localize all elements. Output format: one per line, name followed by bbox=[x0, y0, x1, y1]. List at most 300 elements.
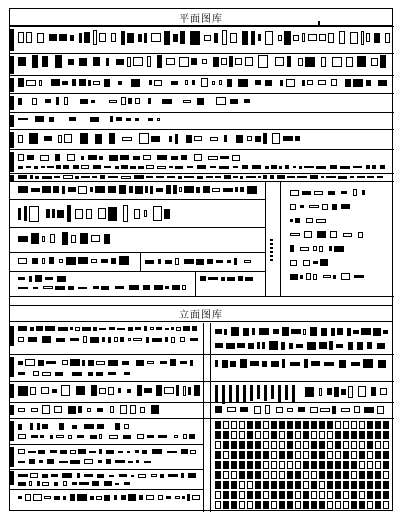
furniture-symbol bbox=[171, 81, 178, 85]
furniture-symbol bbox=[329, 246, 332, 251]
furniture-symbol bbox=[263, 133, 267, 144]
furniture-symbol bbox=[25, 494, 31, 501]
cabinet-elevation bbox=[335, 481, 341, 489]
furniture-symbol bbox=[316, 166, 326, 169]
furniture-symbol bbox=[300, 247, 309, 251]
furniture-symbol bbox=[173, 34, 178, 42]
furniture-symbol bbox=[227, 277, 235, 281]
furniture-symbol bbox=[192, 80, 195, 85]
furniture-symbol bbox=[230, 99, 238, 104]
furniture-symbol bbox=[165, 337, 168, 342]
furniture-symbol bbox=[229, 56, 233, 67]
furniture-symbol bbox=[278, 35, 282, 41]
furniture-symbol bbox=[127, 33, 134, 43]
furniture-symbol bbox=[104, 79, 110, 87]
furniture-symbol bbox=[142, 450, 147, 454]
furniture-symbol bbox=[181, 449, 188, 454]
furniture-symbol bbox=[55, 154, 60, 161]
cabinet-elevation bbox=[335, 451, 341, 459]
furniture-symbol bbox=[160, 474, 164, 478]
furniture-symbol bbox=[226, 343, 235, 349]
furniture-symbol bbox=[18, 166, 23, 169]
cabinet-elevation bbox=[343, 461, 349, 469]
cabinet-elevation bbox=[303, 441, 309, 449]
furniture-symbol bbox=[33, 494, 42, 501]
cabinet-elevation bbox=[239, 421, 245, 429]
row-tag bbox=[10, 96, 14, 110]
furniture-symbol bbox=[313, 261, 318, 264]
furniture-symbol bbox=[167, 176, 175, 178]
furniture-symbol bbox=[62, 360, 68, 365]
cabinet-elevation bbox=[367, 441, 373, 449]
divider-line bbox=[10, 181, 394, 182]
furniture-symbol bbox=[91, 385, 97, 396]
furniture-symbol bbox=[42, 176, 52, 179]
furniture-symbol bbox=[187, 166, 193, 168]
cabinet-elevation bbox=[327, 491, 333, 499]
furniture-symbol bbox=[361, 328, 371, 335]
cabinet-elevation bbox=[247, 451, 253, 459]
furniture-symbol bbox=[265, 31, 273, 45]
furniture-symbol bbox=[76, 386, 85, 395]
furniture-symbol bbox=[135, 327, 141, 330]
cabinet-elevation bbox=[351, 491, 357, 499]
furniture-symbol bbox=[383, 330, 388, 334]
furniture-symbol bbox=[71, 235, 76, 243]
furniture-symbol bbox=[51, 79, 60, 86]
furniture-symbol bbox=[201, 78, 208, 87]
cabinet-elevation bbox=[215, 491, 221, 499]
furniture-symbol bbox=[297, 176, 307, 178]
furniture-symbol bbox=[318, 80, 326, 85]
furniture-symbol bbox=[191, 58, 197, 65]
furniture-symbol bbox=[30, 327, 34, 331]
furniture-symbol bbox=[290, 233, 300, 236]
furniture-symbol bbox=[143, 285, 150, 290]
furniture-symbol bbox=[104, 166, 111, 168]
furniture-symbol bbox=[121, 97, 126, 105]
furniture-symbol bbox=[93, 57, 100, 66]
furniture-symbol bbox=[75, 209, 83, 219]
cabinet-elevation bbox=[335, 431, 341, 439]
furniture-symbol bbox=[129, 186, 133, 193]
cabinet-elevation bbox=[327, 431, 333, 439]
furniture-symbol bbox=[156, 176, 164, 178]
furniture-symbol bbox=[119, 474, 127, 477]
furniture-symbol bbox=[42, 236, 45, 242]
furniture-symbol bbox=[291, 329, 301, 334]
cabinet-elevation bbox=[351, 501, 357, 509]
furniture-symbol bbox=[207, 259, 213, 264]
furniture-symbol bbox=[366, 165, 370, 169]
furniture-symbol bbox=[306, 273, 311, 280]
furniture-symbol bbox=[178, 176, 182, 179]
row-tag bbox=[10, 78, 14, 92]
furniture-symbol bbox=[263, 175, 267, 179]
cabinet-elevation bbox=[215, 431, 221, 439]
furniture-symbol bbox=[357, 176, 365, 178]
furniture-symbol bbox=[18, 496, 22, 499]
furniture-symbol bbox=[129, 285, 139, 290]
furniture-symbol bbox=[208, 277, 218, 280]
cabinet-elevation bbox=[231, 471, 237, 479]
cabinet-elevation bbox=[263, 421, 269, 429]
furniture-symbol bbox=[269, 341, 278, 350]
furniture-symbol bbox=[227, 79, 232, 87]
furniture-symbol bbox=[200, 276, 206, 281]
furniture-symbol bbox=[181, 473, 184, 478]
cabinet-elevation bbox=[271, 501, 277, 509]
furniture-symbol bbox=[30, 423, 33, 430]
furniture-symbol bbox=[88, 360, 94, 366]
furniture-symbol bbox=[175, 166, 183, 169]
furniture-symbol bbox=[115, 483, 119, 485]
furniture-symbol bbox=[45, 99, 51, 103]
furniture-symbol bbox=[305, 387, 314, 397]
furniture-symbol bbox=[351, 362, 360, 366]
furniture-symbol bbox=[97, 474, 104, 478]
furniture-symbol bbox=[156, 327, 162, 330]
furniture-symbol bbox=[131, 475, 134, 477]
furniture-symbol bbox=[18, 326, 27, 331]
furniture-symbol bbox=[353, 79, 363, 87]
furniture-symbol bbox=[171, 337, 175, 343]
divider-line bbox=[10, 227, 265, 228]
furniture-symbol bbox=[30, 387, 36, 395]
cabinet-elevation bbox=[383, 451, 389, 459]
cabinet-elevation bbox=[279, 491, 285, 499]
furniture-symbol bbox=[190, 338, 198, 341]
furniture-symbol bbox=[338, 176, 347, 179]
furniture-symbol bbox=[108, 337, 111, 343]
cabinet-elevation bbox=[287, 491, 293, 499]
cabinet-elevation bbox=[215, 501, 221, 509]
cabinet-elevation bbox=[367, 491, 373, 499]
cabinet-elevation bbox=[287, 471, 293, 479]
cabinet-elevation bbox=[319, 471, 325, 479]
furniture-symbol bbox=[109, 435, 118, 439]
cabinet-elevation bbox=[311, 491, 317, 499]
furniture-symbol bbox=[29, 481, 32, 486]
cabinet-elevation bbox=[279, 451, 285, 459]
furniture-symbol bbox=[46, 361, 56, 364]
furniture-symbol bbox=[93, 327, 97, 331]
furniture-symbol bbox=[235, 187, 238, 192]
furniture-symbol bbox=[172, 285, 180, 290]
furniture-symbol bbox=[110, 406, 114, 413]
furniture-symbol bbox=[135, 186, 143, 194]
furniture-symbol bbox=[51, 474, 58, 477]
furniture-symbol bbox=[78, 257, 88, 264]
cabinet-elevation bbox=[311, 501, 317, 509]
furniture-symbol bbox=[123, 205, 128, 222]
cabinet-elevation bbox=[271, 471, 277, 479]
cabinet-elevation bbox=[319, 431, 325, 439]
furniture-symbol bbox=[55, 372, 63, 376]
furniture-symbol bbox=[377, 176, 383, 178]
divider-line bbox=[10, 271, 265, 272]
cabinet-elevation bbox=[375, 491, 381, 499]
furniture-symbol bbox=[328, 33, 334, 43]
furniture-symbol bbox=[79, 79, 86, 86]
cabinet-elevation bbox=[319, 421, 325, 429]
cabinet-elevation bbox=[231, 431, 237, 439]
furniture-symbol bbox=[152, 338, 162, 342]
furniture-symbol bbox=[290, 274, 298, 280]
furniture-symbol bbox=[128, 461, 133, 463]
furniture-symbol bbox=[339, 360, 346, 368]
furniture-symbol bbox=[42, 186, 51, 193]
furniture-symbol bbox=[308, 34, 317, 41]
furniture-symbol bbox=[326, 176, 336, 178]
furniture-symbol bbox=[246, 176, 256, 178]
furniture-symbol bbox=[188, 473, 196, 478]
furniture-symbol bbox=[277, 175, 285, 179]
furniture-symbol bbox=[18, 154, 24, 161]
cabinet-elevation bbox=[311, 421, 317, 429]
furniture-symbol bbox=[29, 133, 38, 144]
cabinet-elevation bbox=[303, 481, 309, 489]
furniture-symbol bbox=[56, 338, 65, 342]
furniture-symbol bbox=[92, 176, 97, 178]
furniture-symbol bbox=[145, 186, 148, 193]
furniture-symbol bbox=[328, 191, 335, 195]
furniture-symbol bbox=[380, 55, 386, 68]
furniture-symbol bbox=[247, 136, 252, 141]
furniture-symbol bbox=[255, 136, 261, 142]
furniture-symbol bbox=[120, 155, 129, 160]
furniture-symbol bbox=[165, 260, 172, 264]
furniture-symbol bbox=[18, 287, 28, 289]
furniture-symbol bbox=[289, 343, 293, 349]
furniture-symbol bbox=[58, 135, 62, 143]
furniture-symbol bbox=[231, 327, 239, 336]
cabinet-elevation bbox=[367, 471, 373, 479]
furniture-symbol bbox=[121, 165, 128, 169]
furniture-symbol bbox=[215, 406, 222, 413]
cabinet-elevation bbox=[231, 421, 237, 429]
furniture-symbol bbox=[168, 474, 178, 477]
furniture-symbol bbox=[106, 459, 111, 464]
furniture-symbol bbox=[68, 406, 76, 414]
furniture-symbol bbox=[111, 33, 116, 42]
column-elevation bbox=[264, 385, 267, 401]
furniture-symbol bbox=[73, 165, 79, 169]
furniture-symbol bbox=[303, 260, 310, 266]
furniture-symbol bbox=[160, 361, 167, 364]
furniture-symbol bbox=[97, 408, 103, 412]
furniture-symbol bbox=[99, 388, 106, 394]
furniture-symbol bbox=[122, 361, 129, 365]
furniture-symbol bbox=[341, 273, 350, 280]
furniture-symbol bbox=[196, 187, 200, 193]
furniture-symbol bbox=[64, 97, 68, 105]
furniture-symbol bbox=[104, 495, 110, 501]
furniture-symbol bbox=[353, 166, 362, 168]
furniture-symbol bbox=[176, 385, 179, 396]
furniture-symbol bbox=[329, 341, 333, 350]
furniture-symbol bbox=[298, 58, 303, 66]
cabinet-elevation bbox=[367, 451, 373, 459]
furniture-symbol bbox=[42, 56, 48, 67]
cabinet-elevation bbox=[303, 491, 309, 499]
furniture-symbol bbox=[258, 34, 261, 41]
furniture-symbol bbox=[102, 337, 105, 342]
furniture-symbol bbox=[164, 209, 170, 219]
furniture-symbol bbox=[320, 259, 328, 266]
furniture-symbol bbox=[68, 59, 74, 65]
cabinet-elevation bbox=[263, 471, 269, 479]
furniture-symbol bbox=[42, 474, 48, 478]
furniture-symbol bbox=[84, 474, 93, 477]
row-tag bbox=[10, 56, 14, 74]
furniture-symbol bbox=[68, 286, 74, 290]
furniture-symbol bbox=[18, 78, 24, 87]
furniture-symbol bbox=[363, 359, 373, 368]
divider-line bbox=[203, 323, 204, 512]
furniture-symbol bbox=[151, 136, 160, 142]
cabinet-elevation bbox=[351, 441, 357, 449]
furniture-symbol bbox=[336, 344, 343, 348]
furniture-symbol bbox=[119, 185, 126, 194]
furniture-symbol bbox=[290, 245, 294, 252]
furniture-symbol bbox=[331, 328, 335, 336]
furniture-symbol bbox=[192, 326, 197, 331]
furniture-symbol bbox=[56, 435, 64, 438]
furniture-symbol bbox=[197, 98, 204, 105]
furniture-symbol bbox=[31, 188, 40, 192]
furniture-symbol bbox=[88, 80, 91, 86]
furniture-symbol bbox=[284, 31, 291, 45]
furniture-symbol bbox=[95, 186, 105, 193]
furniture-symbol bbox=[18, 135, 23, 143]
furniture-symbol bbox=[61, 385, 70, 396]
furniture-symbol bbox=[110, 116, 113, 122]
furniture-symbol bbox=[124, 424, 129, 429]
furniture-symbol bbox=[138, 474, 146, 478]
row-tag bbox=[10, 405, 14, 415]
furniture-symbol bbox=[44, 136, 52, 141]
cabinet-elevation bbox=[343, 431, 349, 439]
furniture-symbol bbox=[197, 176, 203, 179]
furniture-symbol bbox=[126, 118, 131, 121]
divider-line bbox=[10, 381, 394, 382]
furniture-symbol bbox=[170, 359, 176, 366]
plan-library-title: 平面图库 bbox=[10, 9, 392, 26]
furniture-symbol bbox=[250, 361, 259, 366]
cabinet-elevation bbox=[287, 501, 293, 509]
furniture-symbol bbox=[184, 186, 194, 193]
furniture-symbol bbox=[82, 360, 85, 366]
cabinet-elevation bbox=[295, 461, 301, 469]
furniture-symbol bbox=[192, 495, 200, 500]
cabinet-elevation bbox=[343, 451, 349, 459]
furniture-symbol bbox=[92, 481, 99, 486]
furniture-symbol bbox=[72, 79, 76, 86]
cabinet-elevation bbox=[375, 501, 381, 509]
furniture-symbol bbox=[128, 494, 136, 501]
furniture-symbol bbox=[310, 407, 318, 413]
furniture-symbol bbox=[145, 260, 154, 264]
divider-line bbox=[10, 129, 394, 130]
furniture-symbol bbox=[251, 31, 255, 45]
furniture-symbol bbox=[227, 407, 236, 412]
cabinet-elevation bbox=[343, 491, 349, 499]
furniture-symbol bbox=[18, 98, 22, 105]
furniture-symbol bbox=[185, 80, 188, 85]
furniture-symbol bbox=[47, 459, 54, 464]
furniture-symbol bbox=[220, 156, 229, 159]
furniture-symbol bbox=[59, 34, 67, 41]
divider-line bbox=[10, 149, 394, 150]
furniture-symbol bbox=[298, 407, 305, 412]
furniture-symbol bbox=[290, 204, 296, 210]
cabinet-elevation bbox=[359, 421, 365, 429]
furniture-symbol bbox=[242, 165, 248, 169]
furniture-symbol bbox=[45, 326, 55, 331]
cabinet-elevation bbox=[247, 431, 253, 439]
furniture-symbol bbox=[39, 460, 43, 463]
cabinet-elevation bbox=[279, 481, 285, 489]
cabinet-elevation bbox=[255, 431, 261, 439]
cabinet-elevation bbox=[295, 471, 301, 479]
furniture-symbol bbox=[121, 31, 125, 45]
vertical-label-mark bbox=[270, 247, 273, 249]
furniture-symbol bbox=[59, 461, 68, 463]
furniture-symbol bbox=[320, 408, 330, 412]
furniture-symbol bbox=[46, 209, 50, 218]
furniture-symbol bbox=[203, 186, 210, 193]
cabinet-elevation bbox=[255, 491, 261, 499]
furniture-symbol bbox=[306, 218, 313, 223]
furniture-symbol bbox=[219, 166, 229, 169]
furniture-symbol bbox=[316, 219, 326, 223]
furniture-symbol bbox=[283, 136, 293, 141]
furniture-symbol bbox=[147, 361, 154, 364]
cabinet-elevation bbox=[223, 501, 229, 509]
furniture-symbol bbox=[99, 449, 102, 454]
furniture-symbol bbox=[196, 259, 204, 265]
furniture-symbol bbox=[63, 481, 67, 486]
cabinet-elevation bbox=[223, 491, 229, 499]
cabinet-elevation bbox=[359, 501, 365, 509]
furniture-symbol bbox=[18, 337, 24, 342]
furniture-symbol bbox=[122, 137, 132, 141]
cabinet-elevation bbox=[351, 471, 357, 479]
furniture-symbol bbox=[305, 57, 315, 67]
furniture-symbol bbox=[91, 100, 95, 103]
cabinet-elevation bbox=[247, 461, 253, 469]
furniture-symbol bbox=[117, 328, 125, 330]
furniture-symbol bbox=[77, 435, 84, 438]
cabinet-elevation bbox=[343, 481, 349, 489]
furniture-symbol bbox=[49, 34, 57, 41]
cabinet-elevation bbox=[223, 481, 229, 489]
cabinet-elevation bbox=[335, 441, 341, 449]
cabinet-elevation bbox=[279, 471, 285, 479]
cabinet-elevation bbox=[231, 491, 237, 499]
furniture-symbol bbox=[183, 100, 191, 103]
furniture-symbol bbox=[362, 190, 365, 195]
furniture-symbol bbox=[33, 287, 38, 289]
furniture-symbol bbox=[154, 80, 162, 86]
furniture-symbol bbox=[332, 406, 336, 414]
furniture-symbol bbox=[130, 166, 136, 169]
furniture-symbol bbox=[147, 435, 154, 438]
cabinet-elevation bbox=[247, 421, 253, 429]
furniture-symbol bbox=[166, 185, 171, 194]
furniture-symbol bbox=[90, 187, 93, 192]
